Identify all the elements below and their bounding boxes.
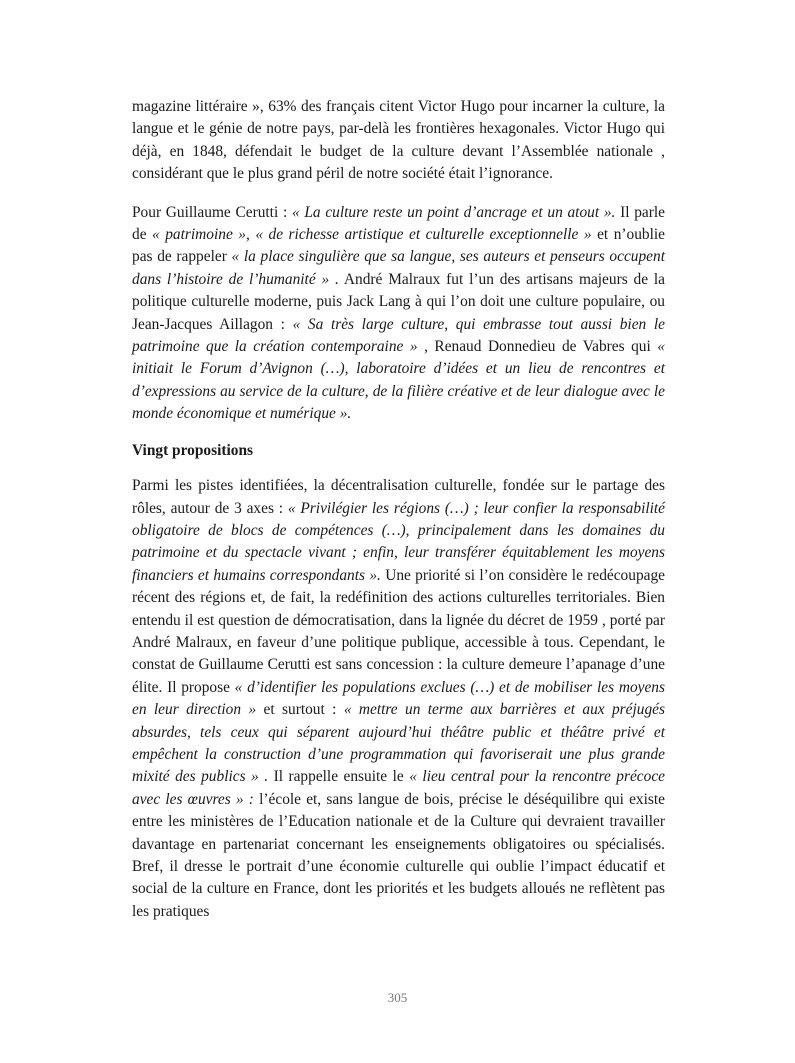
quoted-text: « Privilégier les régions (…) ; leur confier la responsabilité obligatoire de blocs de compétences (…), principalement dans les domaines du patrimoine et du spectacle vivant ; enfin, leur transférer équitablement les moyens financiers et humains correspondants ». [132, 499, 666, 584]
page-body [132, 96, 665, 923]
quoted-text: « mettre un terme aux barrières et aux préjugés absurdes, tels ceux qui séparent aujourd’hui théâtre public et théâtre privé et empêchent la construction d’une programmation qui favoriserait une plus grande mixité des publics » . [132, 701, 665, 786]
body-text: et n’oublie pas de rappeler [132, 226, 665, 266]
quoted-text: « initiait le Forum d’Avignon (…), laboratoire d’idées et un lieu de rencontres et d’expressions au service de la culture, de la filière créative et de leur dialogue avec le monde économique et numérique ». [132, 338, 665, 423]
body-text: Pour Guillaume Cerutti : [132, 203, 292, 221]
paragraph-2 [132, 202, 665, 426]
quoted-text: « patrimoine », « de richesse artistique et culturelle exceptionnelle » [152, 226, 592, 244]
quoted-text: « d’identifier les populations exclues (…) et de mobiliser les moyens en leur direction » [132, 678, 665, 719]
body-text: Une priorité si l’on considère le redécoupage récent des régions et, de fait, la redéfinition des actions culturelles territoriales. Bien entendu il est question de démocratisation, dans la lignée du décret de 1959 , porté par André Malraux, en faveur d’une politique publique, accessible à tous. Cependant, le constat de Guillaume Cerutti est sans concession : la culture demeure l’apanage d’une élite. Il propose [132, 566, 665, 696]
body-text: Renaud Donnedieu de Vabres qui [427, 338, 658, 356]
paragraph-1: magazine littéraire », 63% des français citent Victor Hugo pour incarner la culture, la langue et le génie de notre pays, par-delà les frontières hexagonales. Victor Hugo qui déjà, en 1848, défendait le budget de la culture devant l’Assemblée nationale , considérant que le plus grand péril de notre société était l’ignorance. [132, 98, 665, 183]
quoted-text: « Sa très large culture, qui embrasse tout aussi bien le patrimoine que la création contemporaine » , [132, 315, 665, 356]
body-text: André Malraux fut l’un des artisans majeurs de la politique culturelle moderne, puis Jack Lang à qui l’on doit une culture populaire, ou Jean-Jacques Aillagon : [132, 270, 666, 333]
quoted-text: « lieu central pour la rencontre précoce avec les œuvres » : [132, 768, 665, 808]
body-text: Parmi les pistes identifiées, la décentralisation culturelle, fondée sur le partage des rôles, autour de 3 axes : [132, 477, 665, 517]
paragraph-3 [132, 475, 665, 923]
body-text: et surtout : [263, 701, 344, 719]
quoted-text: « La culture reste un point d’ancrage et un atout ». [291, 203, 616, 221]
section-heading: Vingt propositions [132, 441, 254, 459]
body-text: l’école et, sans langue de bois, précise le déséquilibre qui existe entre les ministères de l’Education nationale et de la Culture qui devraient travailler davantage en partenariat concernant les enseignements obligatoires ou spécialisés. Bref, il dresse le portrait d’une économie culturelle qui oublie l’impact éducatif et social de la culture en France, dont les priorités et les budgets alloués ne reflètent pas les pratiques [132, 790, 665, 920]
page-number: 305 [387, 990, 408, 1005]
body-text: Il rappelle ensuite le [268, 768, 410, 786]
body-text: Il parle de [132, 203, 665, 244]
quoted-text: « la place singulière que sa langue, ses auteurs et penseurs occupent dans l’histoire de l’humanité » . [132, 248, 665, 288]
